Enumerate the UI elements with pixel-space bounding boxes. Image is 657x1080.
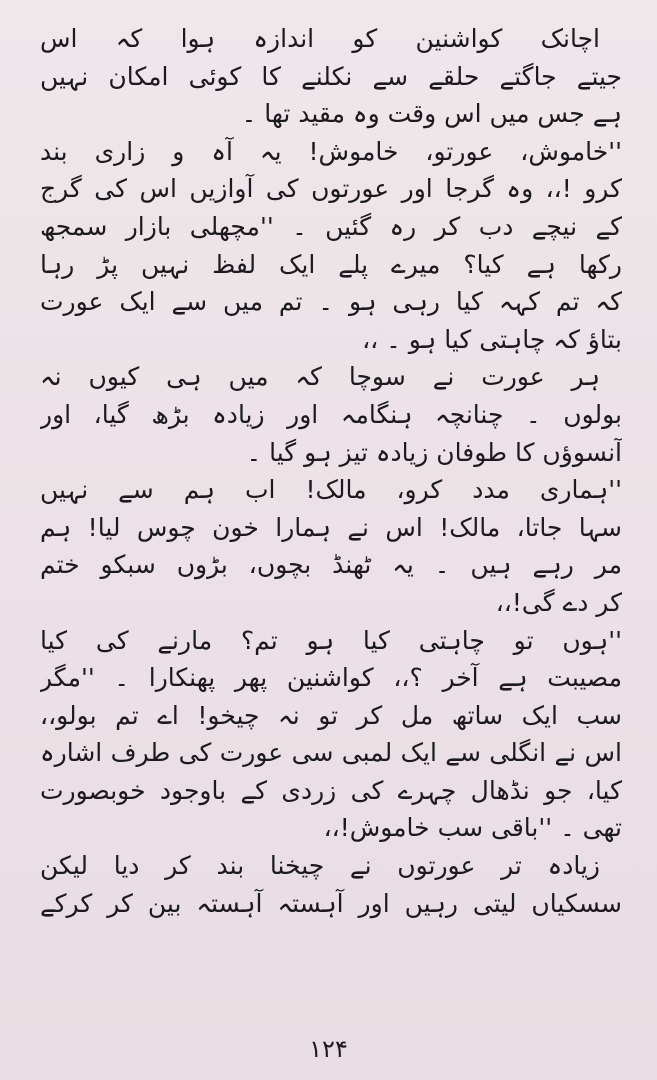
text-line: ہے جس میں اس وقت وہ مقید تھا ۔: [241, 99, 622, 129]
text-line: جیتے جاگتے حلقے سے نکلنے کا کوئی امکان نہیں: [40, 61, 622, 91]
text-line: ''ہوں تو چاہتی کیا ہو تم؟ مارنے کی کیا: [40, 625, 622, 655]
text-line: سسکیاں لیتی رہیں اور آہستہ آہستہ بین کر کرکے: [40, 888, 622, 918]
page-text: [40, 20, 622, 922]
text-line: آنسوؤں کا طوفان زیادہ تیز ہو گیا ۔: [246, 437, 622, 467]
text-line: تھی ۔ ''باقی سب خاموش!،،: [323, 813, 622, 843]
text-line: اچانک کواشنین کو اندازہ ہوا کہ اس: [40, 24, 600, 53]
text-line: بتاؤ کہ چاہتی کیا ہو ۔ ،،: [362, 324, 622, 354]
text-line: زیادہ تر عورتوں نے چیخنا بند کر دیا لیکن: [40, 851, 600, 881]
text-line: رکھا ہے کیا؟ میرے پلے ایک لفظ نہیں پڑ رہا: [40, 249, 622, 279]
text-line: اس نے انگلی سے ایک لمبی سی عورت کی طرف اشارہ: [40, 738, 622, 768]
page-number: ۱۲۴: [309, 1035, 348, 1063]
text-line: ہر عورت نے سوچا کہ میں ہی کیوں نہ: [40, 362, 600, 392]
text-line: کرو !،، وہ گرجا اور عورتوں کی آوازیں اس کی گرج: [40, 174, 622, 204]
text-line: ''ہماری مدد کرو، مالک! اب ہم سے نہیں: [40, 475, 622, 505]
text-line: ''خاموش، عورتو، خاموش! یہ آہ و زاری بند: [40, 136, 622, 166]
text-line: سہا جاتا، مالک! اس نے ہمارا خون چوس لیا! ہم: [40, 512, 622, 542]
text-line: بولوں ۔ چنانچہ ہنگامہ اور زیادہ بڑھ گیا، اور: [40, 399, 622, 429]
text-line: مصیبت ہے آخر ؟،، کواشنین پھر پھنکارا ۔ ''مگر: [40, 663, 622, 693]
text-line: کہ تم کہہ کیا رہی ہو ۔ تم میں سے ایک عورت: [40, 287, 622, 317]
text-line: کیا، جو نڈھال چہرے کی زردی کے باوجود خوبصورت: [40, 775, 622, 805]
text-line: کے نیچے دب کر رہ گئیں ۔ ''مچھلی بازار سمجھ: [40, 211, 622, 241]
text-line: کر دے گی!،،: [495, 587, 622, 617]
text-line: مر رہے ہیں ۔ یہ ٹھنڈ بچوں، بڑوں سبکو ختم: [40, 550, 622, 580]
text-line: سب ایک ساتھ مل کر تو نہ چیخو! اے تم بولو،،: [40, 700, 622, 730]
